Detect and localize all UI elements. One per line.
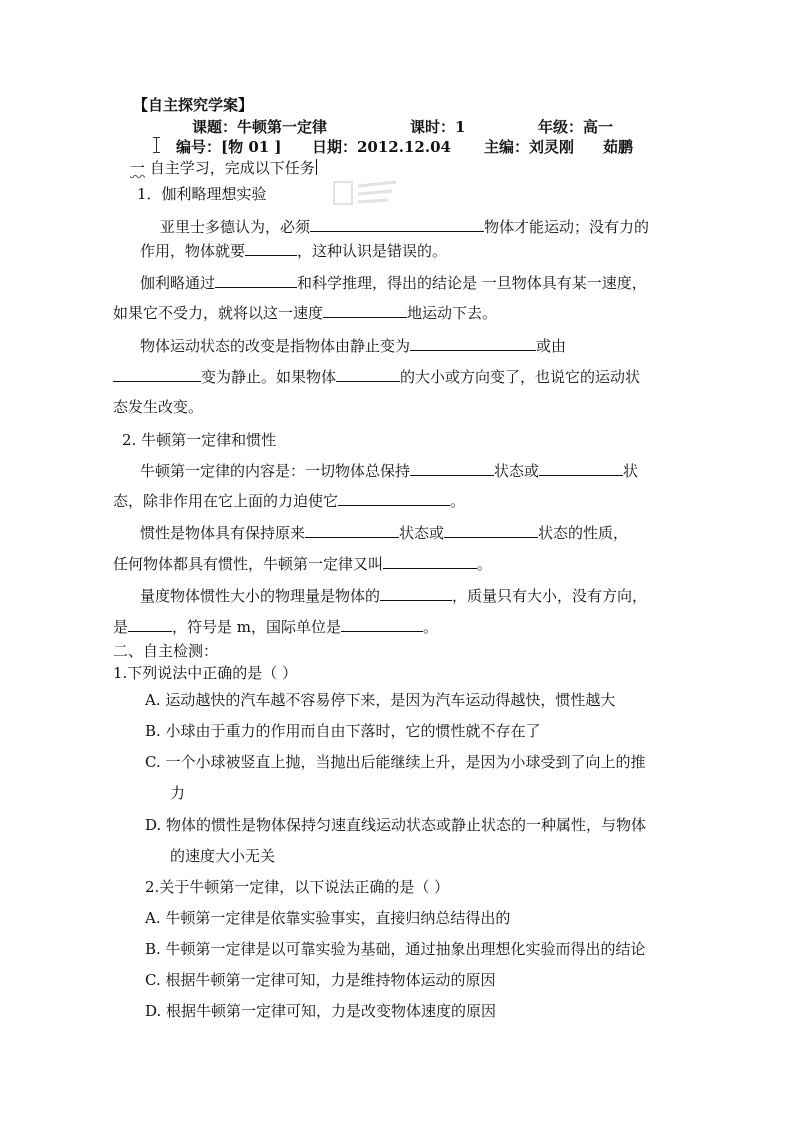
question-1-option-d[interactable]: D. 物体的惯性是物体保持匀速直线运动状态或静止状态的一种属性，与物体 — [145, 816, 647, 834]
question-1-option-c-continued: 力 — [170, 784, 186, 802]
text-fragment: 和科学推理，得出的结论是 一旦物体具有某一速度， — [297, 274, 647, 292]
blank-13[interactable] — [383, 553, 477, 569]
text-fragment: 如果它不受力，就将以这一速度 — [113, 304, 324, 322]
blank-11[interactable] — [305, 522, 399, 538]
paragraph-galileo-line-1 — [140, 272, 647, 293]
paragraph-first-law-line-1 — [140, 460, 638, 481]
subsection-1-title: 1．伽利略理想实验 — [137, 185, 267, 203]
lesson-period: 课时：1 — [410, 118, 466, 136]
text-fragment: 。 — [423, 618, 439, 636]
paragraph-galileo-line-2 — [113, 302, 497, 323]
text-fragment: ，符号是 m，国际单位是 — [172, 618, 342, 636]
section-1-number: 一 — [130, 159, 146, 177]
paragraph-first-law-line-2 — [113, 490, 465, 511]
text-fragment: 状态或 — [399, 524, 445, 542]
text-fragment: 。 — [450, 492, 466, 510]
blank-15[interactable] — [128, 616, 172, 632]
text-fragment: 地运动下去。 — [407, 304, 498, 322]
text-fragment: 变为静止。如果物体 — [201, 368, 337, 386]
blank-6[interactable] — [113, 366, 201, 382]
section-2-heading: 二、自主检测： — [113, 642, 219, 660]
blank-16[interactable] — [341, 616, 423, 632]
text-fragment: 态，除非作用在它上面的力迫使它 — [113, 492, 339, 510]
text-fragment: 或由 — [536, 337, 567, 355]
blank-8[interactable] — [410, 460, 494, 476]
text-fragment: ，这种认识是错误的。 — [297, 242, 448, 260]
text-fragment: 物体才能运动；没有力的 — [484, 218, 650, 236]
blank-2[interactable] — [245, 240, 297, 256]
question-2-option-b[interactable]: B. 牛顿第一定律是以可靠实验为基础，通过抽象出理想化实验而得出的结论 — [145, 940, 646, 958]
grade-level: 年级：高一 — [538, 118, 614, 136]
question-2-option-d[interactable]: D. 根据牛顿第一定律可知，力是改变物体速度的原因 — [145, 1002, 497, 1020]
question-2-option-c[interactable]: C. 根据牛顿第一定律可知，力是维持物体运动的原因 — [145, 971, 496, 989]
paragraph-mass-line-1 — [140, 585, 647, 606]
document-title: 【自主探究学案】 — [133, 96, 254, 114]
text-fragment: 的大小或方向变了，也说它的运动状 — [400, 368, 641, 386]
blank-12[interactable] — [444, 522, 538, 538]
question-1-option-b[interactable]: B. 小球由于重力的作用而自由下落时，它的惯性就不存在了 — [145, 722, 541, 740]
question-1: 1.下列说法中正确的是（ ） — [113, 664, 298, 682]
question-1-option-c[interactable]: C. 一个小球被竖直上抛，当抛出后能继续上升，是因为小球受到了向上的推 — [145, 753, 646, 771]
text-fragment: 任何物体都具有惯性，牛顿第一定律又叫 — [113, 555, 384, 573]
paragraph-aristotle-line-1 — [160, 216, 649, 237]
caret-icon — [316, 159, 317, 175]
text-fragment: 伽利略通过 — [140, 274, 216, 292]
blank-9[interactable] — [539, 460, 623, 476]
blank-5[interactable] — [410, 335, 536, 351]
text-fragment: 状态或 — [494, 462, 540, 480]
watermark-logo-icon — [330, 176, 400, 212]
text-fragment: 牛顿第一定律的内容是：一切物体总保持 — [140, 462, 411, 480]
lesson-code: 编号：[物 01 ] — [176, 138, 282, 156]
paragraph-motion-state-line-1 — [140, 335, 566, 356]
question-1-option-a[interactable]: A. 运动越快的汽车越不容易停下来，是因为汽车运动得越快，惯性越大 — [145, 691, 616, 709]
text-fragment: 物体运动状态的改变是指物体由静止变为 — [140, 337, 411, 355]
blank-10[interactable] — [338, 490, 450, 506]
blank-3[interactable] — [215, 272, 297, 288]
text-fragment: 亚里士多德认为，必须 — [160, 218, 311, 236]
blank-7[interactable] — [336, 366, 400, 382]
text-fragment: 作用，物体就要 — [140, 242, 246, 260]
paragraph-motion-state-line-3: 态发生改变。 — [113, 398, 204, 416]
blank-1[interactable] — [310, 216, 484, 232]
paragraph-mass-line-2 — [113, 616, 438, 637]
text-cursor-icon — [153, 137, 161, 153]
text-fragment: 是 — [113, 618, 129, 636]
subsection-2-title: 2. 牛顿第一定律和惯性 — [122, 431, 277, 449]
text-fragment: ，质量只有大小，没有方向， — [452, 587, 648, 605]
text-fragment: 惯性是物体具有保持原来 — [140, 524, 306, 542]
section-1-heading-text: 自主学习，完成以下任务 — [145, 159, 315, 177]
question-1-option-d-continued: 的速度大小无关 — [170, 847, 276, 865]
lesson-topic: 课题：牛顿第一定律 — [192, 118, 328, 136]
question-2: 2.关于牛顿第一定律，以下说法正确的是（ ） — [145, 878, 450, 896]
question-2-option-a[interactable]: A. 牛顿第一定律是依靠实验事实，直接归纳总结得出的 — [145, 909, 511, 927]
paragraph-inertia-line-2 — [113, 553, 492, 574]
chief-editor: 主编：刘灵刚 — [484, 138, 575, 156]
paragraph-motion-state-line-2 — [113, 366, 640, 387]
blank-4[interactable] — [323, 302, 407, 318]
paragraph-aristotle-line-2 — [140, 240, 447, 261]
text-fragment: 状态的性质， — [538, 524, 629, 542]
paragraph-inertia-line-1 — [140, 522, 628, 543]
blank-14[interactable] — [380, 585, 452, 601]
lesson-date: 日期：2012.12.04 — [312, 138, 451, 156]
text-fragment: 。 — [477, 555, 493, 573]
co-editor: 茹鹏 — [603, 138, 634, 156]
text-fragment: 状 — [623, 462, 639, 480]
text-fragment: 量度物体惯性大小的物理量是物体的 — [140, 587, 381, 605]
section-1-heading[interactable] — [130, 158, 317, 178]
